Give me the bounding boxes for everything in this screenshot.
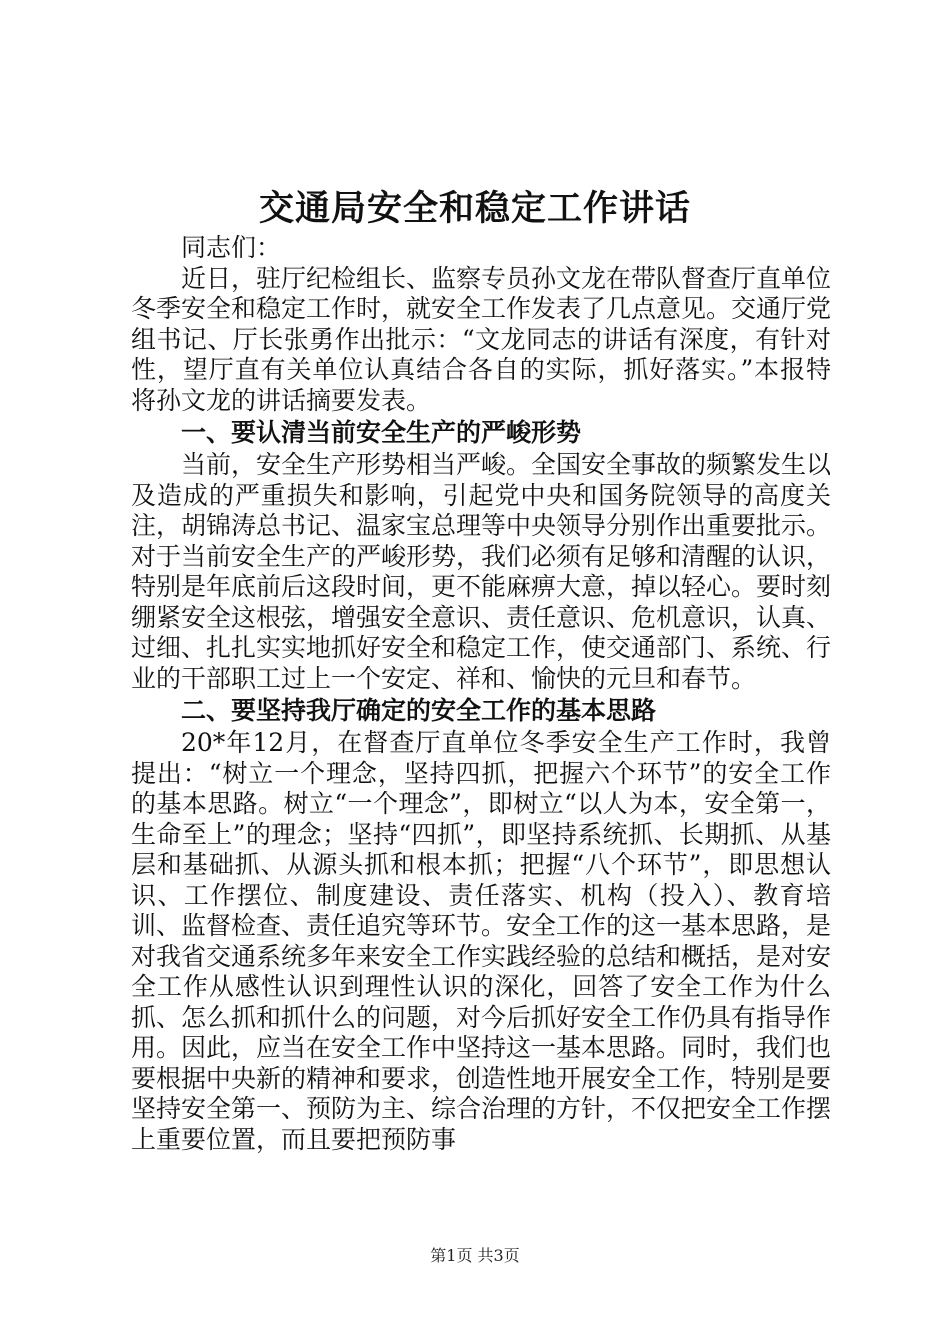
intro-paragraph: 近日，驻厅纪检组长、监察专员孙文龙在带队督查厅直单位冬季安全和稳定工作时，就安全工作发表了几点意见。交通厅党组书记、厅长张勇作出批示：“文龙同志的讲话有深度，有针对性，望厅直有关单位认真结合各自的实际，抓好落实。”本报特将孙文龙的讲话摘要发表。 [131, 263, 832, 415]
section-heading-2: 二、要坚持我厅确定的安全工作的基本思路 [181, 696, 657, 725]
salutation-paragraph: 同志们： [181, 233, 282, 262]
section-2-paragraph: 20*年12月，在督查厅直单位冬季安全生产工作时，我曾提出：“树立一个理念，坚持四抓，把握六个环节”的安全工作的基本思路。树立“一个理念”，即树立“以人为本，安全第一，生命至上”的理念；坚持“四抓”，即坚持系统抓、长期抓、从基层和基础抓、从源头抓和根本抓；把握“八个环节”，即思想认识、工作摆位、制度建设、责任落实、机构（投入）、教育培训、监督检查、责任追究等环节。安全工作的这一基本思路，是对我省交通系统多年来安全工作实践经验的总结和概括，是对安全工作从感性认识到理性认识的深化，回答了安全工作为什么抓、怎么抓和抓什么的问题，对今后抓好安全工作仍具有指导作用。因此，应当在安全工作中坚持这一基本思路。同时，我们也要根据中央新的精神和要求，创造性地开展安全工作，特别是要坚持安全第一、预防为主、综合治理的方针，不仅把安全工作摆上重要位置，而且要把预防事 [131, 728, 832, 1154]
section-heading-1: 一、要认清当前安全生产的严峻形势 [181, 418, 582, 447]
section-1-paragraph: 当前，安全生产形势相当严峻。全国安全事故的频繁发生以及造成的严重损失和影响，引起党中央和国务院领导的高度关注，胡锦涛总书记、温家宝总理等中央领导分别作出重要批示。对于当前安全生产的严峻形势，我们必须有足够和清醒的认识，特别是年底前后这段时间，更不能麻痹大意，掉以轻心。要时刻绷紧安全这根弦，增强安全意识、责任意识、危机意识，认真、过细、扎扎实实地抓好安全和稳定工作，使交通部门、系统、行业的干部职工过上一个安定、祥和、愉快的元旦和春节。 [131, 450, 832, 693]
page-number-footer: 第1页 共3页 [430, 1246, 520, 1265]
document-body [131, 233, 831, 1155]
document-title: 交通局安全和稳定工作讲话 [258, 188, 691, 229]
